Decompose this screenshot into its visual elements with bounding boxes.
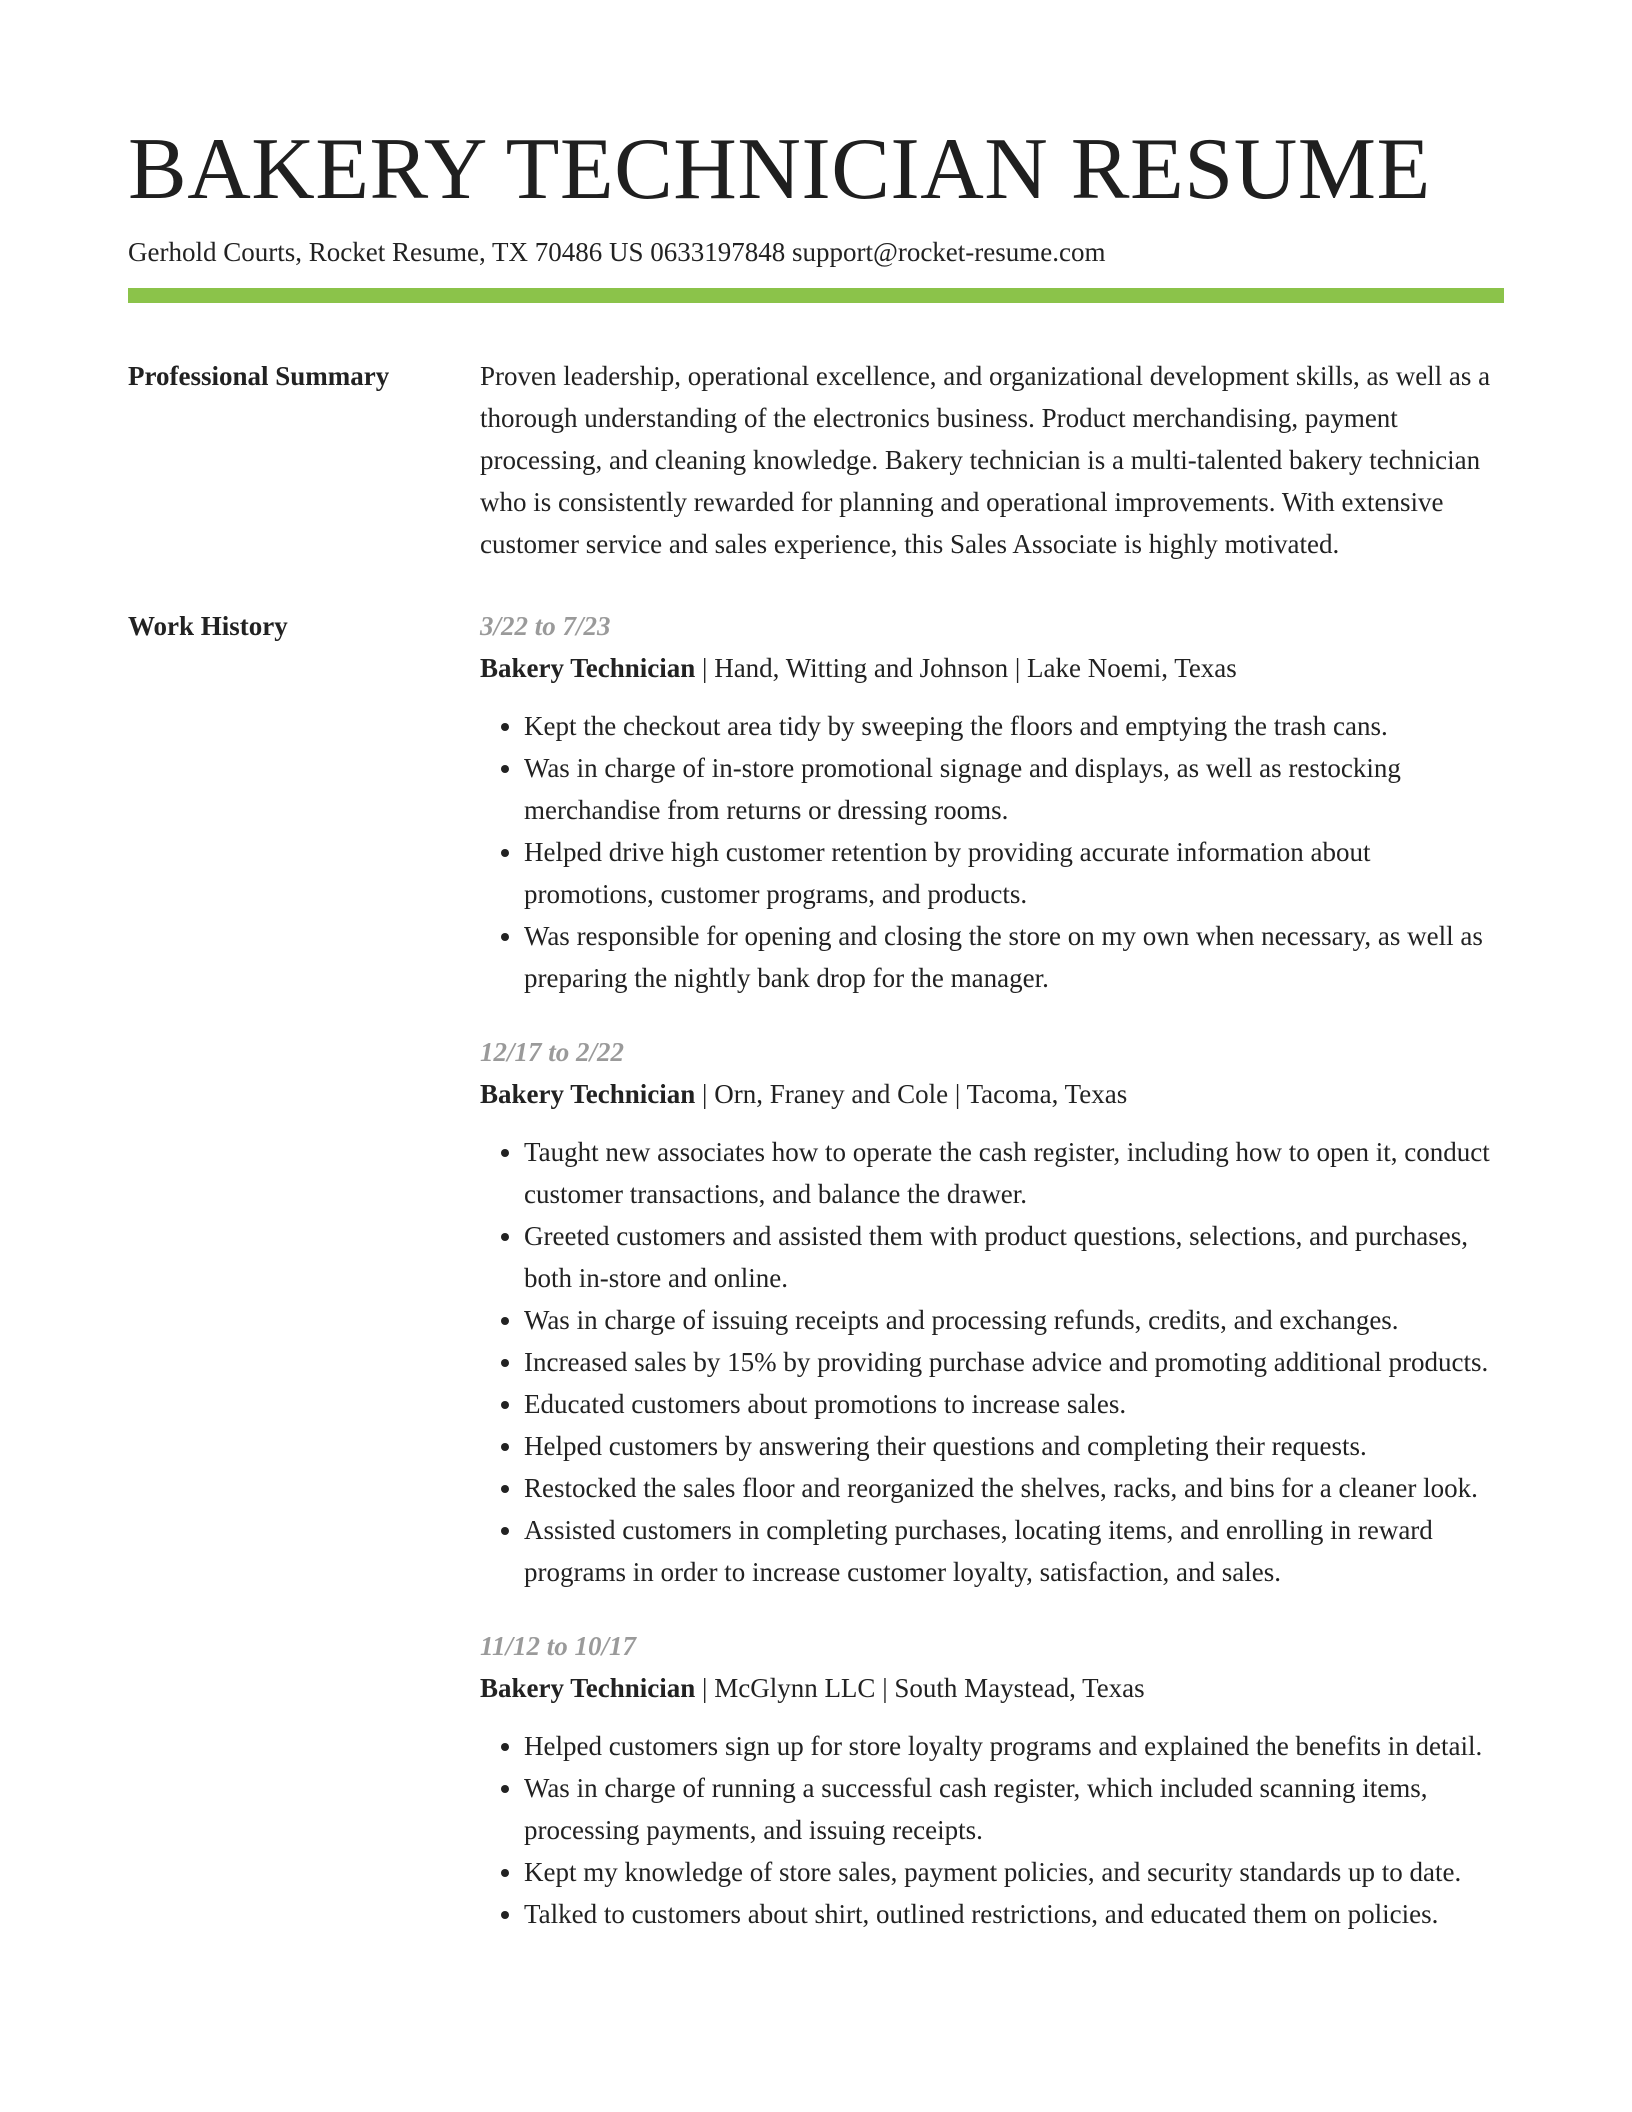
list-item: • Was responsible for opening and closing the store on my own when necessary, as well as preparing the nightly bank drop for the manager.	[524, 915, 1504, 999]
list-item: • Helped drive high customer retention by providing accurate information about promotions, customer programs, and products.	[524, 831, 1504, 915]
job-entry	[480, 605, 1504, 999]
list-item: • Was in charge of running a successful cash register, which included scanning items, processing payments, and issuing receipts.	[524, 1767, 1504, 1851]
list-item: • Taught new associates how to operate the cash register, including how to open it, conduct customer transactions, and balance the drawer.	[524, 1131, 1504, 1215]
job-details: | McGlynn LLC | South Maystead, Texas	[695, 1673, 1145, 1703]
summary-body	[480, 355, 1504, 565]
list-item: • Assisted customers in completing purchases, locating items, and enrolling in reward programs in order to increase customer loyalty, satisfaction, and sales.	[524, 1509, 1504, 1593]
resume-title: BAKERY TECHNICIAN RESUME	[128, 121, 1431, 218]
section-label-work: Work History	[128, 611, 288, 641]
job-title: Bakery Technician	[480, 1673, 696, 1703]
list-item: • Helped customers sign up for store loyalty programs and explained the benefits in detail.	[524, 1725, 1504, 1767]
job-details: | Orn, Franey and Cole | Tacoma, Texas	[695, 1079, 1128, 1109]
list-item: • Greeted customers and assisted them with product questions, selections, and purchases, both in-store and online.	[524, 1215, 1504, 1299]
list-item: • Educated customers about promotions to increase sales.	[524, 1383, 1504, 1425]
contact-info: Gerhold Courts, Rocket Resume, TX 70486 US 0633197848 support@rocket-resume.com	[128, 237, 1106, 267]
list-item: • Helped customers by answering their questions and completing their requests.	[524, 1425, 1504, 1467]
job-heading	[480, 1667, 1504, 1709]
list-item: • Kept the checkout area tidy by sweeping the floors and emptying the trash cans.	[524, 705, 1504, 747]
work-history-body	[480, 605, 1504, 1967]
job-bullets	[480, 1131, 1504, 1593]
list-item: • Talked to customers about shirt, outlined restrictions, and educated them on policies.	[524, 1893, 1504, 1935]
list-item: • Restocked the sales floor and reorganized the shelves, racks, and bins for a cleaner look.	[524, 1467, 1504, 1509]
professional-summary-section	[128, 355, 1504, 565]
list-item: • Was in charge of issuing receipts and processing refunds, credits, and exchanges.	[524, 1299, 1504, 1341]
job-dates: 3/22 to 7/23	[480, 611, 611, 641]
job-bullets	[480, 705, 1504, 999]
list-item: • Kept my knowledge of store sales, payment policies, and security standards up to date.	[524, 1851, 1504, 1893]
job-bullets	[480, 1725, 1504, 1935]
summary-text: Proven leadership, operational excellence, and organizational development skills, as well as a thorough understanding of the electronics business. Product merchandising, payment processing, and cleaning knowledge. Bakery technician is a multi-talented bakery technician who is consistently rewarded for planning and operational improvements. With extensive customer service and sales experience, this Sales Associate is highly motivated.	[480, 361, 1491, 559]
section-label-summary: Professional Summary	[128, 361, 390, 391]
job-heading	[480, 647, 1504, 689]
job-entry	[480, 1625, 1504, 1935]
resume-page	[128, 118, 1504, 1967]
job-heading	[480, 1073, 1504, 1115]
work-history-section	[128, 605, 1504, 1967]
job-dates: 11/12 to 10/17	[480, 1631, 637, 1661]
list-item: • Increased sales by 15% by providing purchase advice and promoting additional products.	[524, 1341, 1504, 1383]
job-entry	[480, 1031, 1504, 1593]
job-title: Bakery Technician	[480, 1079, 696, 1109]
job-title: Bakery Technician	[480, 653, 696, 683]
job-details: | Hand, Witting and Johnson | Lake Noemi, Texas	[695, 653, 1237, 683]
job-dates: 12/17 to 2/22	[480, 1037, 625, 1067]
accent-divider	[128, 288, 1504, 303]
list-item: • Was in charge of in-store promotional signage and displays, as well as restocking merchandise from returns or dressing rooms.	[524, 747, 1504, 831]
